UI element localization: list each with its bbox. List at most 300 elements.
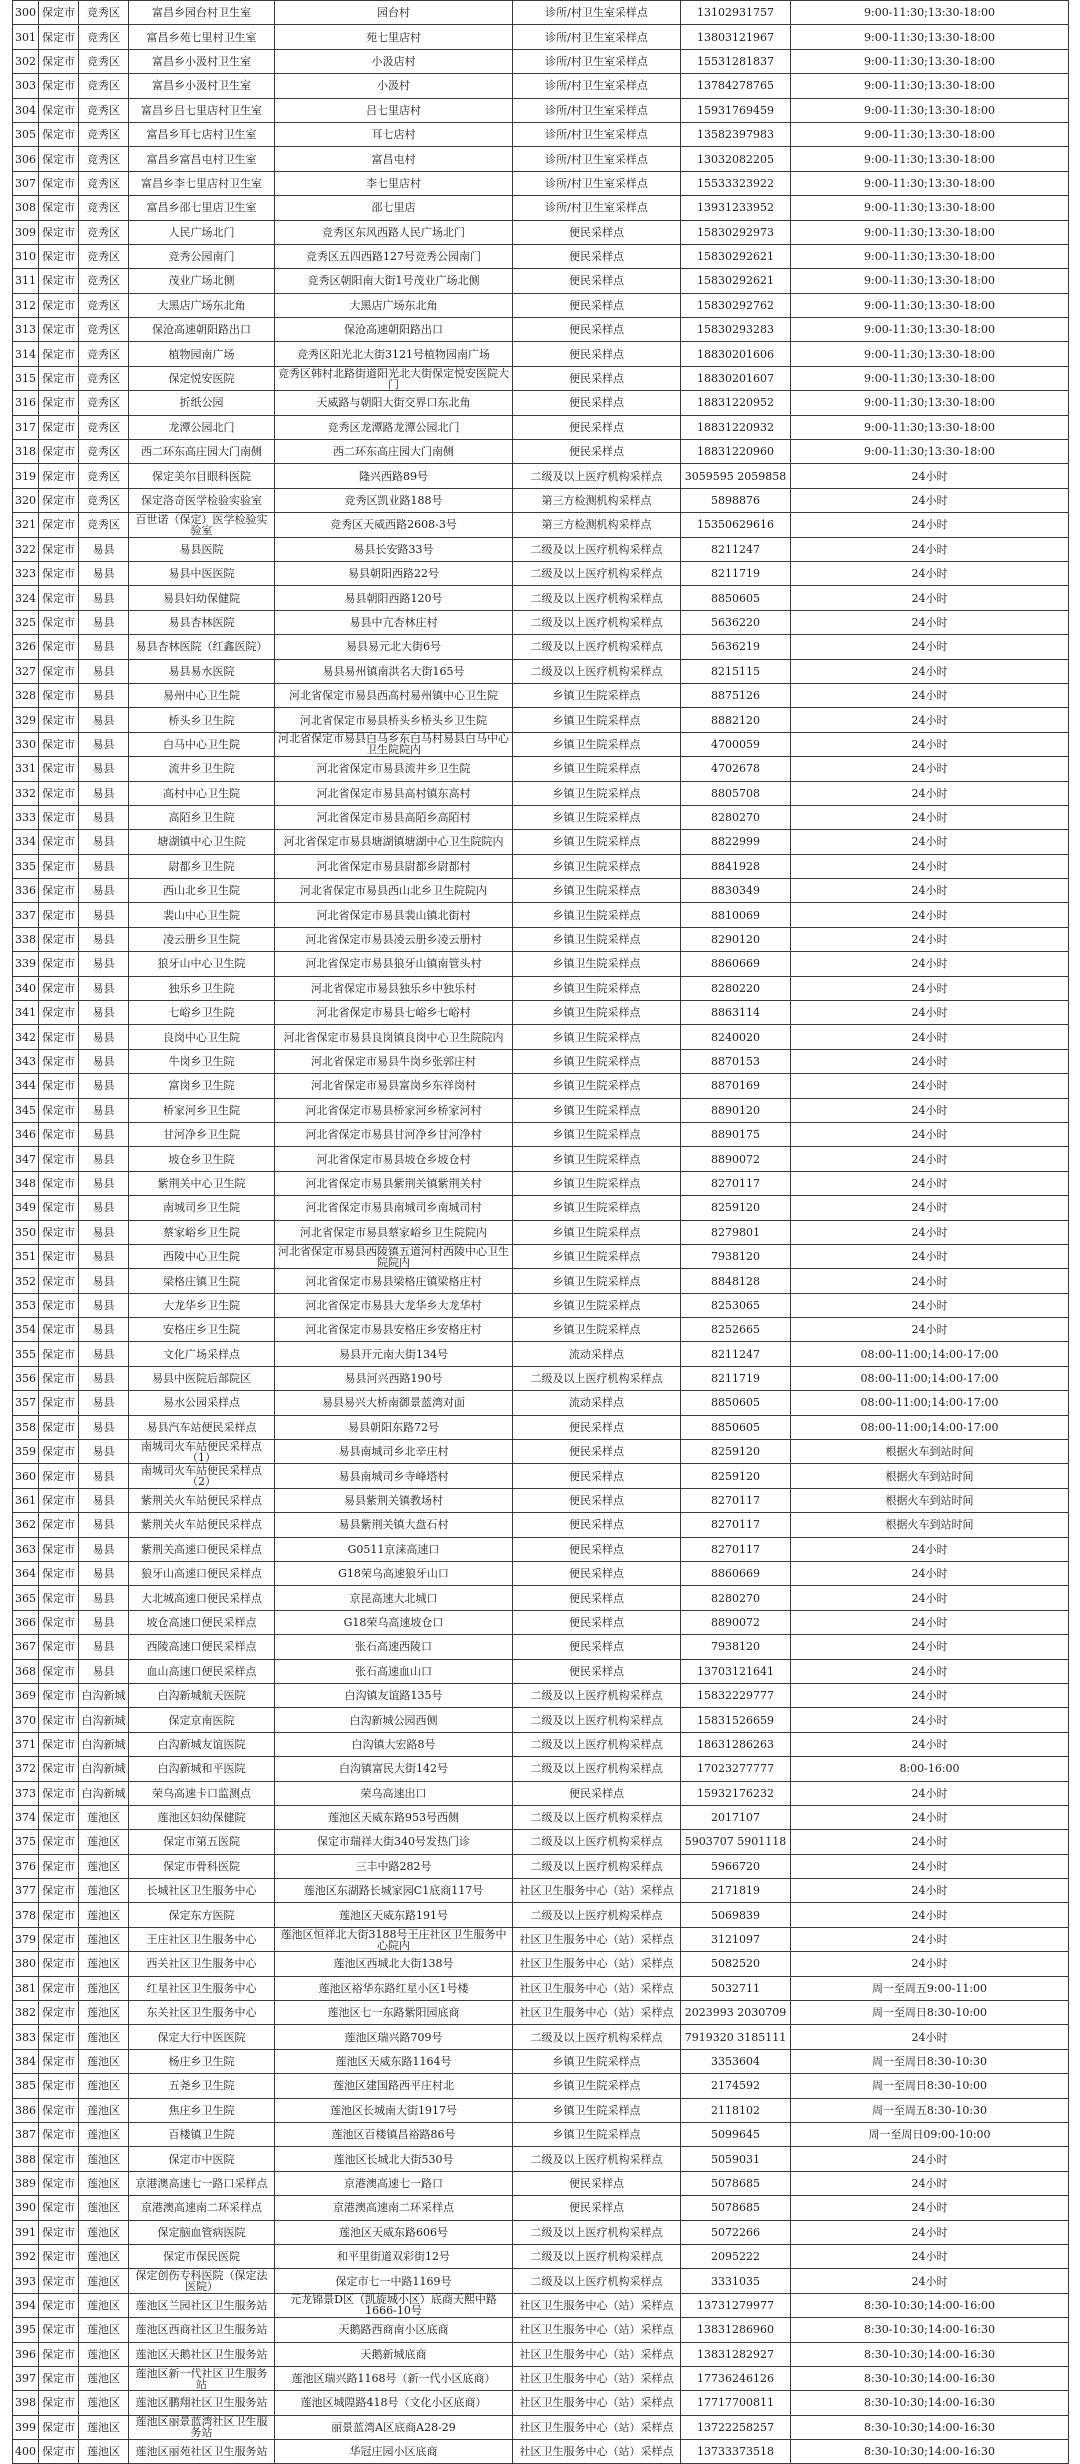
- cell-phone: 15931769459: [681, 98, 791, 122]
- cell-district: 易县: [79, 683, 129, 707]
- cell-row-number: 320: [13, 488, 39, 512]
- cell-site-type: 便民采样点: [513, 244, 681, 268]
- table-row: [13, 2318, 1069, 2342]
- cell-phone: 8215115: [681, 659, 791, 683]
- cell-site-name: 西陵高速口便民采样点: [129, 1635, 275, 1659]
- cell-site-type: 诊所/村卫生室采样点: [513, 171, 681, 195]
- cell-city: 保定市: [39, 2122, 79, 2146]
- cell-row-number: 341: [13, 1001, 39, 1025]
- cell-phone: 8211247: [681, 537, 791, 561]
- cell-site-type: 便民采样点: [513, 415, 681, 439]
- cell-phone: 13582397983: [681, 122, 791, 146]
- table-row: [13, 781, 1069, 805]
- table-row: [13, 2415, 1069, 2439]
- cell-address: 小汲村: [275, 74, 513, 98]
- cell-district: 易县: [79, 1513, 129, 1537]
- cell-hours: 9:00-11:30;13:30-18:00: [791, 171, 1069, 195]
- cell-row-number: 398: [13, 2391, 39, 2415]
- cell-address: 河北省保定市易县大龙华乡大龙华村: [275, 1293, 513, 1317]
- cell-row-number: 358: [13, 1415, 39, 1439]
- cell-phone: 13032082205: [681, 147, 791, 171]
- cell-city: 保定市: [39, 1805, 79, 1829]
- cell-site-type: 便民采样点: [513, 342, 681, 366]
- cell-hours: 24小时: [791, 1025, 1069, 1049]
- cell-site-type: 乡镇卫生院采样点: [513, 683, 681, 707]
- cell-site-name: 紫荆关中心卫生院: [129, 1171, 275, 1195]
- table-row: [13, 805, 1069, 829]
- cell-address: 河北省保定市易县牛岗乡张郭庄村: [275, 1049, 513, 1073]
- cell-site-type: 诊所/村卫生室采样点: [513, 1, 681, 25]
- cell-row-number: 312: [13, 293, 39, 317]
- cell-address: 保定市瑞祥大街340号发热门诊: [275, 1830, 513, 1854]
- cell-city: 保定市: [39, 854, 79, 878]
- cell-hours: 9:00-11:30;13:30-18:00: [791, 366, 1069, 390]
- cell-phone: 18831220932: [681, 415, 791, 439]
- cell-address: 易县长安路33号: [275, 537, 513, 561]
- cell-district: 莲池区: [79, 2001, 129, 2025]
- table-row: [13, 1415, 1069, 1439]
- table-row: [13, 1879, 1069, 1903]
- table-row: [13, 1464, 1069, 1488]
- cell-city: 保定市: [39, 342, 79, 366]
- cell-address: 莲池区天威东路1164号: [275, 2049, 513, 2073]
- cell-row-number: 323: [13, 561, 39, 585]
- cell-row-number: 368: [13, 1659, 39, 1683]
- table-row: [13, 537, 1069, 561]
- cell-row-number: 302: [13, 49, 39, 73]
- cell-district: 白沟新城: [79, 1683, 129, 1707]
- cell-phone: 3353604: [681, 2049, 791, 2073]
- cell-row-number: 339: [13, 952, 39, 976]
- cell-city: 保定市: [39, 1976, 79, 2000]
- table-row: [13, 1757, 1069, 1781]
- cell-site-name: 焦庄乡卫生院: [129, 2098, 275, 2122]
- cell-address: 河北省保定市易县蔡家峪乡卫生院院内: [275, 1220, 513, 1244]
- cell-hours: 9:00-11:30;13:30-18:00: [791, 25, 1069, 49]
- table-row: [13, 1, 1069, 25]
- table-row: [13, 1562, 1069, 1586]
- table-row: [13, 147, 1069, 171]
- cell-district: 易县: [79, 879, 129, 903]
- cell-phone: 8211719: [681, 1366, 791, 1390]
- cell-phone: 8882120: [681, 708, 791, 732]
- cell-row-number: 393: [13, 2269, 39, 2293]
- cell-site-name: 大龙华乡卫生院: [129, 1293, 275, 1317]
- cell-address: 河北省保定市易县西高村易州镇中心卫生院: [275, 683, 513, 707]
- cell-address: 园台村: [275, 1, 513, 25]
- cell-phone: 8860669: [681, 952, 791, 976]
- cell-phone: 8841928: [681, 854, 791, 878]
- cell-address: G0511京涞高速口: [275, 1537, 513, 1561]
- cell-row-number: 367: [13, 1635, 39, 1659]
- cell-phone: 8279801: [681, 1220, 791, 1244]
- cell-city: 保定市: [39, 1610, 79, 1634]
- cell-phone: 5903707 5901118: [681, 1830, 791, 1854]
- cell-site-name: 保定洛奇医学检验实验室: [129, 488, 275, 512]
- cell-hours: 24小时: [791, 1952, 1069, 1976]
- cell-city: 保定市: [39, 1220, 79, 1244]
- cell-site-name: 五尧乡卫生院: [129, 2074, 275, 2098]
- cell-city: 保定市: [39, 683, 79, 707]
- cell-phone: 8850605: [681, 1415, 791, 1439]
- cell-address: 易县河兴西路190号: [275, 1366, 513, 1390]
- cell-phone: 8211247: [681, 1342, 791, 1366]
- cell-address: 河北省保定市易县高陌乡高陌村: [275, 805, 513, 829]
- table-row: [13, 2220, 1069, 2244]
- cell-city: 保定市: [39, 2196, 79, 2220]
- cell-district: 易县: [79, 1440, 129, 1464]
- cell-hours: 24小时: [791, 927, 1069, 951]
- cell-city: 保定市: [39, 1854, 79, 1878]
- cell-site-name: 竞秀公园南门: [129, 244, 275, 268]
- cell-hours: 24小时: [791, 1854, 1069, 1878]
- cell-district: 易县: [79, 903, 129, 927]
- table-row: [13, 2269, 1069, 2293]
- cell-phone: 8810069: [681, 903, 791, 927]
- cell-site-name: 坡仓高速口便民采样点: [129, 1610, 275, 1634]
- cell-city: 保定市: [39, 269, 79, 293]
- table-row: [13, 122, 1069, 146]
- table-row: [13, 2074, 1069, 2098]
- table-row: [13, 1635, 1069, 1659]
- cell-district: 竞秀区: [79, 318, 129, 342]
- cell-row-number: 378: [13, 1903, 39, 1927]
- cell-district: 莲池区: [79, 1952, 129, 1976]
- cell-site-type: 乡镇卫生院采样点: [513, 1269, 681, 1293]
- cell-row-number: 350: [13, 1220, 39, 1244]
- cell-district: 易县: [79, 610, 129, 634]
- cell-site-name: 折纸公园: [129, 391, 275, 415]
- table-row: [13, 1122, 1069, 1146]
- cell-phone: 8870169: [681, 1074, 791, 1098]
- cell-city: 保定市: [39, 1488, 79, 1512]
- cell-city: 保定市: [39, 805, 79, 829]
- cell-address: 莲池区瑞兴路1168号（新一代小区底商）: [275, 2366, 513, 2390]
- cell-city: 保定市: [39, 1562, 79, 1586]
- cell-phone: 13731279977: [681, 2293, 791, 2317]
- cell-address: 丽景蓝湾A区底商A28-29: [275, 2415, 513, 2439]
- table-row: [13, 927, 1069, 951]
- cell-phone: 8259120: [681, 1440, 791, 1464]
- cell-address: 保沧高速朝阳路出口: [275, 318, 513, 342]
- cell-hours: 24小时: [791, 1049, 1069, 1073]
- cell-address: 白沟镇富民大街142号: [275, 1757, 513, 1781]
- cell-site-name: 荣乌高速卡口监测点: [129, 1781, 275, 1805]
- cell-site-type: 便民采样点: [513, 1488, 681, 1512]
- cell-site-type: 便民采样点: [513, 1659, 681, 1683]
- cell-city: 保定市: [39, 1147, 79, 1171]
- cell-phone: 3059595 2059858: [681, 464, 791, 488]
- cell-district: 易县: [79, 1244, 129, 1268]
- cell-phone: 2171819: [681, 1879, 791, 1903]
- cell-phone: 5966720: [681, 1854, 791, 1878]
- cell-phone: 5032711: [681, 1976, 791, 2000]
- cell-district: 竞秀区: [79, 244, 129, 268]
- cell-hours: 24小时: [791, 1635, 1069, 1659]
- cell-row-number: 330: [13, 732, 39, 756]
- cell-site-type: 诊所/村卫生室采样点: [513, 25, 681, 49]
- cell-phone: 5078685: [681, 2196, 791, 2220]
- cell-phone: 13831282927: [681, 2342, 791, 2366]
- cell-phone: 15830292762: [681, 293, 791, 317]
- cell-district: 易县: [79, 781, 129, 805]
- cell-address: 京港澳高速南二环采样点: [275, 2196, 513, 2220]
- cell-address: 易县开元南大街134号: [275, 1342, 513, 1366]
- cell-site-type: 二级及以上医疗机构采样点: [513, 1683, 681, 1707]
- table-row: [13, 1732, 1069, 1756]
- table-row: [13, 1805, 1069, 1829]
- cell-row-number: 310: [13, 244, 39, 268]
- cell-site-type: 乡镇卫生院采样点: [513, 708, 681, 732]
- table-row: [13, 683, 1069, 707]
- cell-phone: 8270117: [681, 1488, 791, 1512]
- cell-phone: 2023993 2030709: [681, 2001, 791, 2025]
- cell-city: 保定市: [39, 2049, 79, 2073]
- table-row: [13, 1025, 1069, 1049]
- cell-district: 竞秀区: [79, 74, 129, 98]
- cell-hours: 周一至周五8:30-10:30: [791, 2098, 1069, 2122]
- cell-row-number: 389: [13, 2171, 39, 2195]
- cell-phone: 13784278765: [681, 74, 791, 98]
- cell-site-name: 七峪乡卫生院: [129, 1001, 275, 1025]
- cell-site-name: 保定创伤专科医院（保定法医院）: [129, 2269, 275, 2293]
- cell-hours: 08:00-11:00;14:00-17:00: [791, 1342, 1069, 1366]
- cell-hours: 9:00-11:30;13:30-18:00: [791, 196, 1069, 220]
- cell-address: 河北省保定市易县七峪乡七峪村: [275, 1001, 513, 1025]
- table-row: [13, 1708, 1069, 1732]
- table-row: [13, 1196, 1069, 1220]
- table-row: [13, 2391, 1069, 2415]
- cell-district: 竞秀区: [79, 513, 129, 537]
- cell-site-name: 易县杏林医院: [129, 610, 275, 634]
- cell-city: 保定市: [39, 1659, 79, 1683]
- cell-row-number: 308: [13, 196, 39, 220]
- cell-site-type: 社区卫生服务中心（站）采样点: [513, 2415, 681, 2439]
- cell-phone: 8252665: [681, 1318, 791, 1342]
- cell-row-number: 375: [13, 1830, 39, 1854]
- cell-row-number: 363: [13, 1537, 39, 1561]
- cell-site-name: 百世诺（保定）医学检验实验室: [129, 513, 275, 537]
- cell-district: 易县: [79, 1586, 129, 1610]
- cell-city: 保定市: [39, 49, 79, 73]
- cell-site-type: 二级及以上医疗机构采样点: [513, 2269, 681, 2293]
- cell-hours: 8:30-10:30;14:00-16:30: [791, 2391, 1069, 2415]
- sampling-points-table: [12, 0, 1069, 2464]
- cell-hours: 24小时: [791, 952, 1069, 976]
- cell-hours: 24小时: [791, 1610, 1069, 1634]
- cell-site-type: 社区卫生服务中心（站）采样点: [513, 2001, 681, 2025]
- cell-city: 保定市: [39, 1903, 79, 1927]
- cell-row-number: 385: [13, 2074, 39, 2098]
- cell-district: 莲池区: [79, 2318, 129, 2342]
- cell-address: 河北省保定市易县西山北乡卫生院院内: [275, 879, 513, 903]
- cell-site-type: 二级及以上医疗机构采样点: [513, 1708, 681, 1732]
- cell-city: 保定市: [39, 659, 79, 683]
- cell-site-type: 乡镇卫生院采样点: [513, 781, 681, 805]
- table-row: [13, 1586, 1069, 1610]
- cell-hours: 24小时: [791, 1927, 1069, 1951]
- table-row: [13, 2171, 1069, 2195]
- cell-district: 易县: [79, 757, 129, 781]
- cell-site-type: 诊所/村卫生室采样点: [513, 147, 681, 171]
- cell-hours: 9:00-11:30;13:30-18:00: [791, 74, 1069, 98]
- cell-city: 保定市: [39, 1708, 79, 1732]
- cell-city: 保定市: [39, 610, 79, 634]
- cell-address: 京昆高速大北城口: [275, 1586, 513, 1610]
- cell-hours: 24小时: [791, 659, 1069, 683]
- cell-phone: 2174592: [681, 2074, 791, 2098]
- cell-city: 保定市: [39, 1781, 79, 1805]
- table-row: [13, 732, 1069, 756]
- cell-site-name: 易县妇幼保健院: [129, 586, 275, 610]
- cell-row-number: 335: [13, 854, 39, 878]
- table-row: [13, 2098, 1069, 2122]
- cell-phone: 5082520: [681, 1952, 791, 1976]
- cell-site-name: 凌云册乡卫生院: [129, 927, 275, 951]
- cell-hours: 24小时: [791, 464, 1069, 488]
- cell-row-number: 345: [13, 1098, 39, 1122]
- cell-city: 保定市: [39, 2366, 79, 2390]
- cell-site-type: 诊所/村卫生室采样点: [513, 196, 681, 220]
- table-body: [13, 1, 1069, 2464]
- cell-address: 易县朝阳西路120号: [275, 586, 513, 610]
- cell-site-type: 乡镇卫生院采样点: [513, 854, 681, 878]
- cell-phone: 7938120: [681, 1635, 791, 1659]
- table-row: [13, 293, 1069, 317]
- cell-site-name: 高村中心卫生院: [129, 781, 275, 805]
- table-row: [13, 2025, 1069, 2049]
- cell-site-name: 莲池区丽苑社区卫生服务站: [129, 2440, 275, 2464]
- cell-hours: 8:30-10:30;14:00-16:00: [791, 2293, 1069, 2317]
- cell-site-type: 第三方检测机构采样点: [513, 488, 681, 512]
- cell-site-name: 保定东方医院: [129, 1903, 275, 1927]
- cell-phone: 8890120: [681, 1098, 791, 1122]
- table-row: [13, 659, 1069, 683]
- table-row: [13, 610, 1069, 634]
- cell-city: 保定市: [39, 1391, 79, 1415]
- cell-row-number: 326: [13, 635, 39, 659]
- cell-district: 白沟新城: [79, 1757, 129, 1781]
- table-row: [13, 342, 1069, 366]
- cell-address: 易县易兴大桥南御景蓝湾对面: [275, 1391, 513, 1415]
- cell-district: 易县: [79, 1098, 129, 1122]
- cell-hours: 24小时: [791, 488, 1069, 512]
- cell-site-name: 大北城高速口便民采样点: [129, 1586, 275, 1610]
- cell-city: 保定市: [39, 879, 79, 903]
- cell-hours: 24小时: [791, 1781, 1069, 1805]
- cell-site-name: 富昌乡富昌屯村卫生室: [129, 147, 275, 171]
- cell-phone: 8890072: [681, 1610, 791, 1634]
- table-row: [13, 2122, 1069, 2146]
- cell-phone: 13733373518: [681, 2440, 791, 2464]
- cell-hours: 24小时: [791, 1147, 1069, 1171]
- cell-district: 莲池区: [79, 1927, 129, 1951]
- cell-row-number: 397: [13, 2366, 39, 2390]
- cell-site-type: 乡镇卫生院采样点: [513, 879, 681, 903]
- cell-city: 保定市: [39, 464, 79, 488]
- cell-city: 保定市: [39, 1830, 79, 1854]
- table-row: [13, 830, 1069, 854]
- cell-address: 莲池区西城北大街138号: [275, 1952, 513, 1976]
- cell-phone: 8280270: [681, 1586, 791, 1610]
- cell-city: 保定市: [39, 2147, 79, 2171]
- cell-site-type: 社区卫生服务中心（站）采样点: [513, 2318, 681, 2342]
- cell-phone: 15830293283: [681, 318, 791, 342]
- cell-district: 莲池区: [79, 2220, 129, 2244]
- cell-district: 易县: [79, 805, 129, 829]
- cell-phone: 8890072: [681, 1147, 791, 1171]
- cell-site-type: 便民采样点: [513, 1586, 681, 1610]
- cell-row-number: 391: [13, 2220, 39, 2244]
- table-row: [13, 903, 1069, 927]
- cell-site-name: 富昌乡园台村卫生室: [129, 1, 275, 25]
- cell-address: 河北省保定市易县凌云册乡凌云册村: [275, 927, 513, 951]
- cell-address: 天威路与朝阳大街交界口东北角: [275, 391, 513, 415]
- cell-site-name: 大黑店广场东北角: [129, 293, 275, 317]
- cell-city: 保定市: [39, 2293, 79, 2317]
- cell-site-name: 保沧高速朝阳路出口: [129, 318, 275, 342]
- cell-site-type: 诊所/村卫生室采样点: [513, 74, 681, 98]
- cell-city: 保定市: [39, 2415, 79, 2439]
- cell-district: 易县: [79, 927, 129, 951]
- table-row: [13, 2196, 1069, 2220]
- cell-site-name: 易州中心卫生院: [129, 683, 275, 707]
- cell-hours: 周一至周日09:00-10:00: [791, 2122, 1069, 2146]
- cell-site-name: 西陵中心卫生院: [129, 1244, 275, 1268]
- cell-hours: 24小时: [791, 2220, 1069, 2244]
- table-row: [13, 464, 1069, 488]
- cell-site-name: 狼牙山高速口便民采样点: [129, 1562, 275, 1586]
- cell-address: 河北省保定市易县坡仓乡坡仓村: [275, 1147, 513, 1171]
- cell-hours: 周一至周日8:30-10:00: [791, 2074, 1069, 2098]
- cell-city: 保定市: [39, 1415, 79, 1439]
- cell-address: 易县紫荆关镇教场村: [275, 1488, 513, 1512]
- cell-row-number: 390: [13, 2196, 39, 2220]
- cell-address: 莲池区建国路西平庄村北: [275, 2074, 513, 2098]
- cell-address: 莲池区百楼镇昌裕路86号: [275, 2122, 513, 2146]
- cell-district: 竞秀区: [79, 488, 129, 512]
- cell-hours: 24小时: [791, 1830, 1069, 1854]
- cell-city: 保定市: [39, 2269, 79, 2293]
- cell-city: 保定市: [39, 1049, 79, 1073]
- cell-address: 竞秀区阳光北大街3121号植物园南广场: [275, 342, 513, 366]
- cell-address: 河北省保定市易县裴山镇北街村: [275, 903, 513, 927]
- cell-city: 保定市: [39, 1927, 79, 1951]
- cell-hours: 9:00-11:30;13:30-18:00: [791, 122, 1069, 146]
- cell-district: 易县: [79, 586, 129, 610]
- cell-site-type: 二级及以上医疗机构采样点: [513, 1903, 681, 1927]
- table-row: [13, 488, 1069, 512]
- cell-site-name: 莲池区鹏翔社区卫生服务站: [129, 2391, 275, 2415]
- cell-phone: 15350629616: [681, 513, 791, 537]
- cell-row-number: 348: [13, 1171, 39, 1195]
- cell-site-type: 乡镇卫生院采样点: [513, 1122, 681, 1146]
- cell-address: 河北省保定市易县尉都乡尉都村: [275, 854, 513, 878]
- cell-district: 莲池区: [79, 2049, 129, 2073]
- table-row: [13, 1171, 1069, 1195]
- cell-row-number: 317: [13, 415, 39, 439]
- cell-district: 易县: [79, 561, 129, 585]
- cell-address: 竞秀区龙潭路龙潭公园北门: [275, 415, 513, 439]
- cell-city: 保定市: [39, 732, 79, 756]
- cell-district: 莲池区: [79, 2098, 129, 2122]
- cell-row-number: 380: [13, 1952, 39, 1976]
- cell-address: 莲池区长城南大街1917号: [275, 2098, 513, 2122]
- cell-hours: 24小时: [791, 757, 1069, 781]
- table-row: [13, 196, 1069, 220]
- cell-phone: 8890175: [681, 1122, 791, 1146]
- cell-hours: 24小时: [791, 903, 1069, 927]
